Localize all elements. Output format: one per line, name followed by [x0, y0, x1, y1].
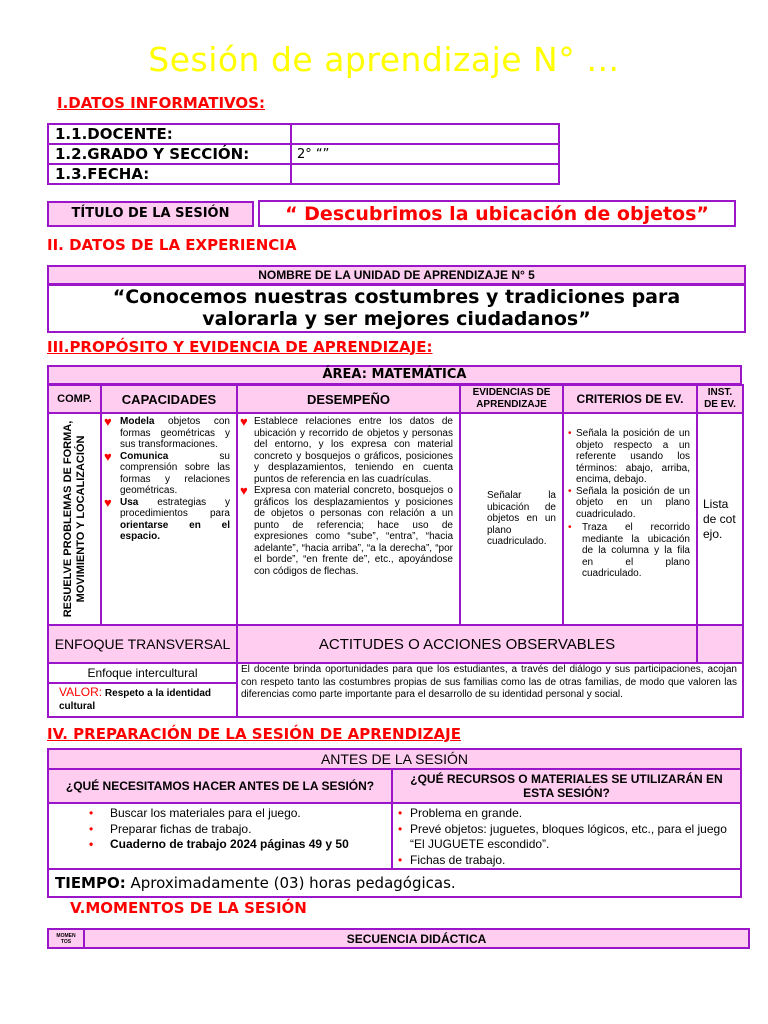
bullet-icon: •: [89, 821, 94, 836]
section-datos-informativos: I.DATOS INFORMATIVOS:: [57, 94, 265, 112]
capacidades-cell: [101, 413, 237, 625]
header-comp: COMP.: [48, 385, 101, 413]
criterio-item: [568, 486, 690, 521]
section-momentos: V.MOMENTOS DE LA SESIÓN: [70, 899, 307, 917]
grado-label: 1.2.GRADO Y SECCIÓN:: [48, 144, 291, 164]
datos-table: [47, 123, 560, 185]
hacer-item: [89, 822, 391, 838]
page-title: Sesión de aprendizaje N° …: [148, 40, 620, 79]
criterio-text: Señala la posición de un objeto en un plano cuadriculado.: [576, 485, 690, 520]
recursos-list: [398, 806, 736, 868]
actitud-cell: [237, 663, 743, 717]
bullet-icon: •: [398, 821, 403, 836]
section-preparacion: IV. PREPARACIÓN DE LA SESIÓN DE APRENDIZAJE: [47, 725, 461, 743]
competencia-text: RESUELVE PROBLEMAS DE FORMA, MOVIMIENTO Y LOCALIZACIÓN: [61, 420, 87, 618]
heart-icon: ♥: [104, 494, 112, 510]
antes-header: ANTES DE LA SESIÓN: [48, 749, 741, 769]
bullet-icon: •: [568, 522, 572, 533]
docente-value: [291, 124, 559, 144]
section-proposito: III.PROPÓSITO Y EVIDENCIA DE APRENDIZAJE:: [47, 338, 433, 356]
valor-text: Respeto a la identidad cultural: [59, 688, 212, 712]
hacer-list: [89, 806, 391, 853]
fecha-label: 1.3.FECHA:: [48, 164, 291, 184]
recurso-item: [398, 822, 736, 853]
unidad-header: NOMBRE DE LA UNIDAD DE APRENDIZAJE N° 5: [47, 265, 746, 285]
desempeno-item: [240, 485, 453, 577]
desempeno-list: [240, 416, 453, 577]
instrumento-text: Lista de cotejo.: [703, 496, 736, 541]
recurso-text: Problema en grande.: [410, 806, 523, 820]
heart-icon: ♥: [240, 483, 248, 498]
momentos-table: [47, 928, 750, 949]
unidad-name: [47, 284, 746, 333]
header-evidencias-line2: APRENDIZAJE: [476, 399, 547, 410]
header-inst: [697, 385, 743, 413]
col-recursos-header: ¿QUÉ RECURSOS O MATERIALES SE UTILIZARÁN EN ESTA SESIÓN?: [392, 769, 741, 803]
criterio-item: [568, 428, 690, 486]
unidad-name-line2: valorarla y ser mejores ciudadanos”: [202, 308, 591, 330]
hacer-text: Buscar los materiales para el juego.: [110, 806, 301, 820]
criterio-text: Señala la posición de un objeto respecto a un referente usando los términos: abajo, arriba, encima, debajo.: [576, 428, 690, 485]
recursos-cell: [392, 803, 741, 869]
hacer-text: Cuaderno de trabajo 2024 páginas 49 y 50: [110, 837, 349, 851]
actitudes-header: ACTITUDES O ACCIONES OBSERVABLES: [237, 625, 697, 663]
heart-icon: ♥: [240, 414, 248, 429]
actitud-text: El docente brinda oportunidades para que los estudiantes, a través del diálogo y sus participaciones, acojan con respeto tanto las costumbres propias de sus familias como las de otras familias, de modo que valoren las diferencias como parte importante para el desarrollo de su identidad personal y social.: [241, 664, 737, 700]
capacidad-text: estrategias y procedimientos para: [120, 496, 230, 519]
header-inst-line1: INST.: [707, 387, 733, 398]
bullet-icon: •: [568, 428, 572, 439]
header-evidencias: [460, 385, 563, 413]
capacidad-bold: Comunica: [120, 450, 169, 462]
bullet-icon: •: [89, 806, 94, 820]
grado-value: 2° “”: [291, 144, 559, 164]
titulo-sesion-label: TÍTULO DE LA SESIÓN: [47, 201, 254, 227]
capacidad-bold: Modela: [120, 416, 155, 427]
recurso-item: [398, 853, 736, 869]
criterio-item: [568, 522, 690, 580]
desempeno-text: Establece relaciones entre los datos de ubicación y recorrido de objetos y personas del entorno, y los expresa con material concreto y bosquejos o gráficos, posiciones y desplazamientos, teniendo en cuenta puntos de referencia en las cuadrículas.: [254, 416, 453, 485]
actitudes-header-empty: [697, 625, 743, 663]
bullet-icon: •: [89, 837, 94, 851]
valor-block: [49, 684, 236, 713]
recurso-item: [398, 806, 736, 822]
capacidades-list: [104, 416, 230, 543]
bullet-icon: •: [568, 485, 572, 497]
col-hacer-header: ¿QUÉ NECESITAMOS HACER ANTES DE LA SESIÓN?: [48, 769, 392, 803]
header-inst-line2: DE EV.: [704, 399, 736, 410]
criterios-cell: [563, 413, 697, 625]
desempeno-cell: [237, 413, 460, 625]
enfoque-cell: [48, 663, 237, 717]
header-desempeno: DESEMPEÑO: [237, 385, 460, 413]
evidencia-cell: [460, 413, 563, 625]
criterio-text: Traza el recorrido mediante la ubicación de la columna y la fila en el plano cuadriculado.: [582, 522, 690, 579]
hacer-item: [89, 837, 391, 853]
capacidad-item: [104, 448, 230, 497]
proposito-table: [47, 384, 744, 718]
unidad-name-line1: “Conocemos nuestras costumbres y tradiciones para: [112, 286, 681, 308]
capacidad-text: objetos con formas geométricas y sus transformaciones.: [120, 416, 230, 450]
tiempo-label: TIEMPO:: [55, 874, 126, 892]
capacidad-item: [104, 494, 230, 543]
fecha-value: [291, 164, 559, 184]
instrumento-cell: [697, 413, 743, 625]
docente-label: 1.1.DOCENTE:: [48, 124, 291, 144]
hacer-text: Preparar fichas de trabajo.: [110, 821, 252, 836]
section-datos-experiencia: II. DATOS DE LA EXPERIENCIA: [47, 236, 297, 254]
tiempo-text: Aproximadamente (03) horas pedagógicas.: [125, 874, 456, 892]
secuencia-col-header: SECUENCIA DIDÁCTICA: [84, 929, 749, 948]
desempeno-item: [240, 416, 453, 485]
bullet-icon: •: [398, 806, 403, 820]
capacidad-text: su comprensión sobre las formas y relaciones geométricas.: [120, 450, 230, 496]
valor-label: VALOR:: [59, 685, 103, 699]
header-capacidades: CAPACIDADES: [101, 385, 237, 413]
hacer-item: [89, 806, 391, 822]
momentos-col-header: MOMEN TOS: [48, 929, 84, 948]
tiempo-cell: [48, 869, 741, 897]
enfoque-header: ENFOQUE TRANSVERSAL: [48, 625, 237, 663]
recurso-text: Prevé objetos: juguetes, bloques lógicos, etc., para el juego “El JUGUETE escondido”.: [410, 821, 727, 851]
enfoque-text: Enfoque intercultural: [49, 664, 236, 684]
criterios-list: [568, 428, 690, 580]
hacer-cell: [48, 803, 392, 869]
titulo-sesion-value: “ Descubrimos la ubicación de objetos”: [258, 200, 736, 227]
recurso-text: Fichas de trabajo.: [410, 852, 506, 867]
header-criterios: CRITERIOS DE EV.: [563, 385, 697, 413]
capacidad-bold-2: orientarse en el espacio.: [120, 519, 230, 542]
heart-icon: ♥: [104, 414, 112, 429]
area-header: ÁREA: MATEMÁTICA: [47, 365, 742, 385]
evidencia-text: Señalar la ubicación de objetos en un plano cuadriculado.: [487, 490, 556, 548]
desempeno-text: Expresa con material concreto, bosquejos o gráficos los desplazamientos y posiciones de objetos o personas con relación a un punto de referencia; hace uso de expresiones como “sube”, “entra”, “hacia adelante”, “hacia arriba”, “a la derecha”, “por el borde”, “en frente de”, etc., apoyándose con códigos de flechas.: [254, 485, 453, 577]
bullet-icon: •: [398, 852, 403, 867]
capacidad-bold: Usa: [120, 496, 139, 508]
header-evidencias-line1: EVIDENCIAS DE: [472, 387, 551, 398]
heart-icon: ♥: [104, 448, 112, 464]
capacidad-item: [104, 416, 230, 451]
competencia-cell: [48, 413, 101, 625]
preparacion-table: [47, 748, 742, 898]
